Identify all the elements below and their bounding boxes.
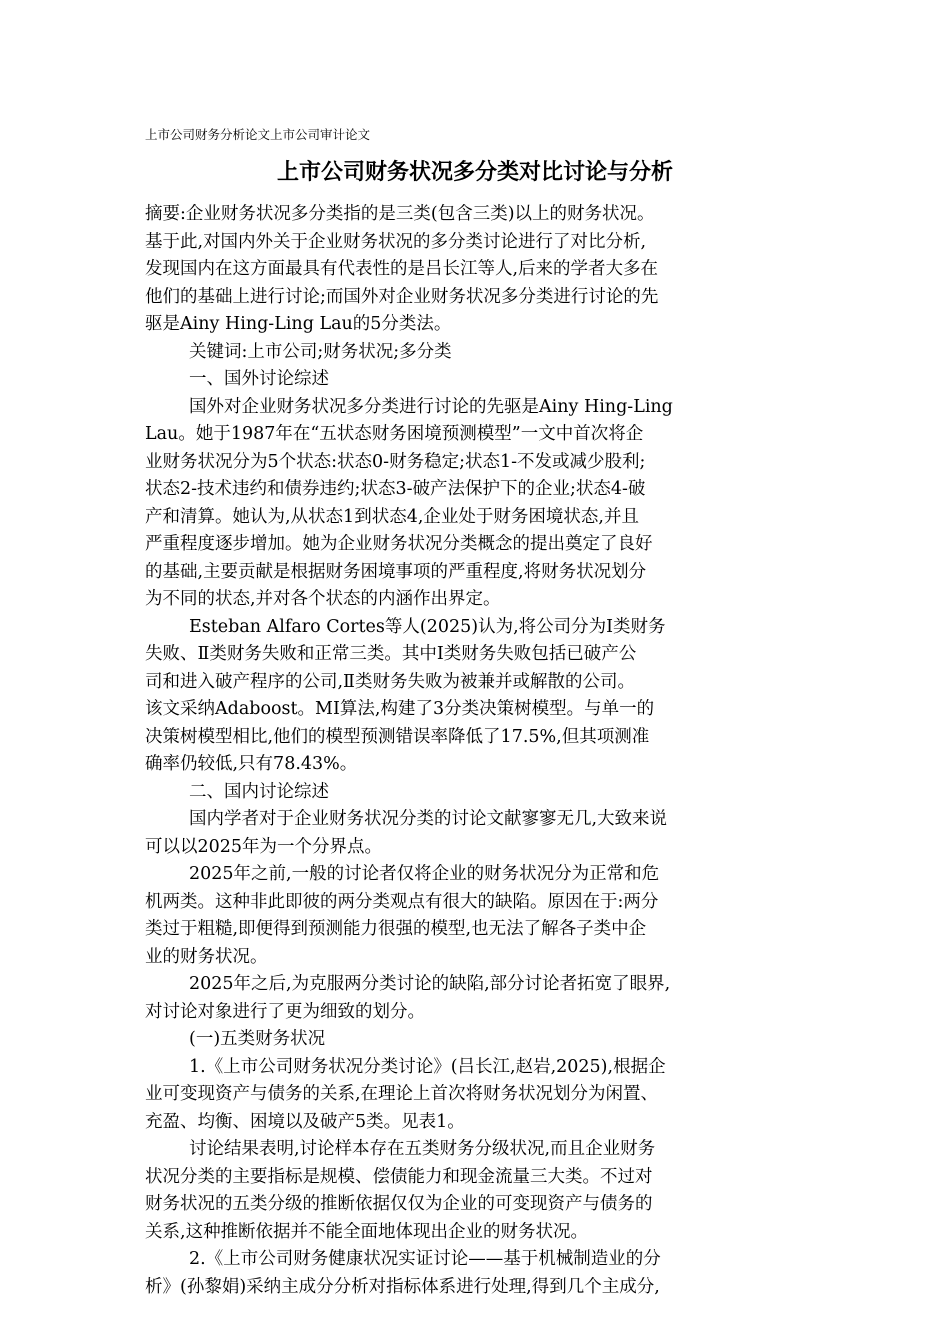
text-line: 国外对企业财务状况多分类进行讨论的先驱是Ainy Hing-Ling bbox=[189, 396, 673, 417]
running-header: 上市公司财务分析论文上市公司审计论文 bbox=[145, 127, 371, 142]
text-line: 一、国外讨论综述 bbox=[189, 369, 329, 389]
text-line: 决策树模型相比,他们的模型预测错误率降低了17.5%,但其项测准 bbox=[145, 726, 650, 747]
text-line: 充盈、均衡、困境以及破产5类。见表1。 bbox=[145, 1111, 465, 1132]
text-line: 2.《上市公司财务健康状况实证讨论——基于机械制造业的分 bbox=[189, 1249, 661, 1269]
text-line: 关键词:上市公司;财务状况;多分类 bbox=[189, 341, 452, 362]
text-line: 讨论结果表明,讨论样本存在五类财务分级状况,而且企业财务 bbox=[189, 1139, 656, 1159]
text-line: 2025年之前,一般的讨论者仅将企业的财务状况分为正常和危 bbox=[189, 864, 660, 884]
text-line: 的基础,主要贡献是根据财务困境事项的严重程度,将财务状况划分 bbox=[145, 561, 647, 582]
text-line: Lau。她于1987年在“五状态财务困境预测模型”一文中首次将企 bbox=[145, 424, 644, 444]
text-line: 发现国内在这方面最具有代表性的是吕长江等人,后来的学者大多在 bbox=[145, 259, 659, 279]
text-line: 可以以2025年为一个分界点。 bbox=[145, 836, 383, 857]
text-line: 业的财务状况。 bbox=[145, 946, 268, 967]
text-line: 他们的基础上进行讨论;而国外对企业财务状况多分类进行讨论的先 bbox=[145, 286, 659, 307]
text-line: 失败、Ⅱ类财务失败和正常三类。其中Ⅰ类财务失败包括已破产公 bbox=[145, 644, 637, 664]
text-line: 产和清算。她认为,从状态1到状态4,企业处于财务困境状态,并且 bbox=[145, 506, 639, 527]
body-text bbox=[145, 201, 825, 1301]
text-line: 关系,这种推断依据并不能全面地体现出企业的财务状况。 bbox=[145, 1221, 589, 1242]
text-line: 状况分类的主要指标是规模、偿债能力和现金流量三大类。不过对 bbox=[145, 1166, 653, 1187]
text-line: 1.《上市公司财务状况分类讨论》(吕长江,赵岩,2025),根据企 bbox=[189, 1056, 666, 1077]
text-line: 该文采纳Adaboost。MI算法,构建了3分类决策树模型。与单一的 bbox=[145, 699, 655, 719]
text-line: (一)五类财务状况 bbox=[189, 1029, 326, 1049]
text-line: 对讨论对象进行了更为细致的划分。 bbox=[145, 1001, 425, 1022]
text-line: 确率仍较低,只有78.43%。 bbox=[145, 754, 358, 774]
text-line: 基于此,对国内外关于企业财务状况的多分类讨论进行了对比分析, bbox=[145, 231, 647, 252]
text-line: 驱是Ainy Hing-Ling Lau的5分类法。 bbox=[145, 314, 452, 334]
text-line: 二、国内讨论综述 bbox=[189, 781, 329, 802]
text-line: 2025年之后,为克服两分类讨论的缺陷,部分讨论者拓宽了眼界, bbox=[189, 974, 671, 994]
text-line: 机两类。这种非此即彼的两分类观点有很大的缺陷。原因在于:两分 bbox=[145, 891, 659, 912]
text-line: 类过于粗糙,即便得到预测能力很强的模型,也无法了解各子类中企 bbox=[145, 919, 647, 939]
text-line: 国内学者对于企业财务状况分类的讨论文献寥寥无几,大致来说 bbox=[189, 809, 668, 829]
text-line: 司和进入破产程序的公司,Ⅱ类财务失败为被兼并或解散的公司。 bbox=[145, 671, 635, 692]
text-line: 业可变现资产与债务的关系,在理论上首次将财务状况划分为闲置、 bbox=[145, 1084, 659, 1104]
text-line: 财务状况的五类分级的推断依据仅仅为企业的可变现资产与债务的 bbox=[145, 1194, 653, 1214]
text-line: 严重程度逐步增加。她为企业财务状况分类概念的提出奠定了良好 bbox=[145, 534, 653, 554]
document-title: 上市公司财务状况多分类对比讨论与分析 bbox=[276, 160, 673, 185]
text-line: 状态2-技术违约和债券违约;状态3-破产法保护下的企业;状态4-破 bbox=[145, 479, 646, 499]
text-line: 业财务状况分为5个状态:状态0-财务稳定;状态1-不发或减少股利; bbox=[145, 451, 646, 472]
text-line: 析》(孙黎娟)采纳主成分分析对指标体系进行处理,得到几个主成分, bbox=[145, 1276, 660, 1297]
text-line: Esteban Alfaro Cortes等人(2025)认为,将公司分为Ⅰ类财务 bbox=[189, 616, 666, 637]
text-line: 为不同的状态,并对各个状态的内涵作出界定。 bbox=[145, 589, 501, 609]
text-line: 摘要:企业财务状况多分类指的是三类(包含三类)以上的财务状况。 bbox=[145, 204, 655, 224]
